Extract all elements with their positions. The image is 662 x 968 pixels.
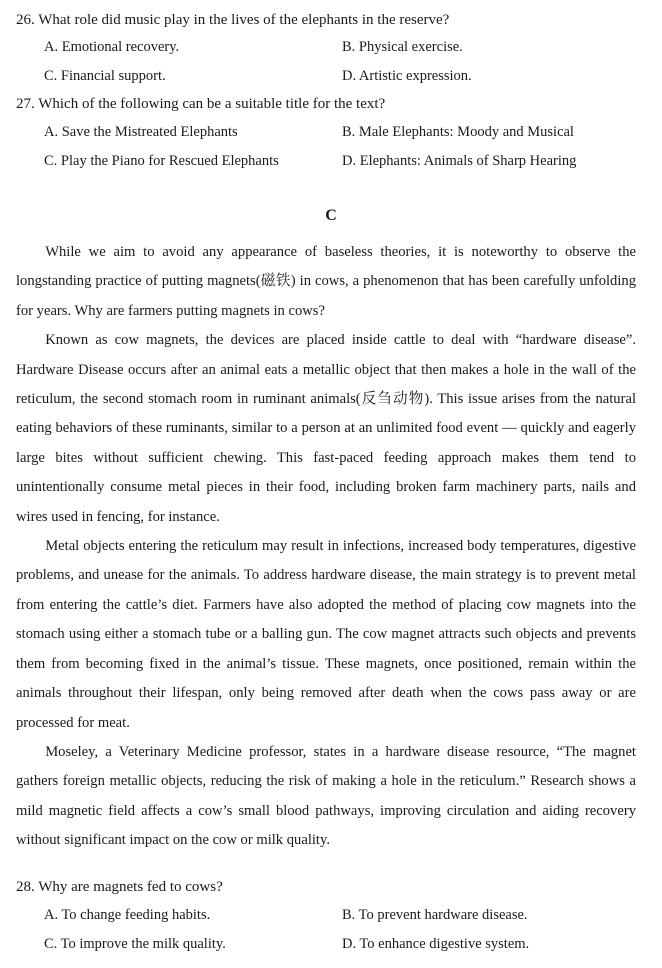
q26-option-a: A. Emotional recovery.: [44, 39, 180, 55]
passage-paragraph-1: While we aim to avoid any appearance of baseless theories, it is noteworthy to observe the longstanding practice of putting magnets(磁铁) in cows, a phenomenon that has been carefully unfolding for years. Why are farmers putting magnets in cows?: [16, 244, 636, 319]
section-heading: C: [325, 207, 337, 224]
q27-option-a: A. Save the Mistreated Elephants: [44, 124, 238, 140]
q27-option-d: D. Elephants: Animals of Sharp Hearing: [342, 153, 577, 169]
passage-paragraph-2: Known as cow magnets, the devices are placed inside cattle to deal with “hardware disease”. Hardware Disease occurs after an animal eats a metallic object that then makes a hole in the wall of the reticulum, the second stomach room in ruminant animals(反刍动物). This issue arises from the natural eating behaviors of these ruminants, similar to a person at an unlimited food event — quickly and eagerly large bites without sufficient chewing. This fast-paced feeding approach makes them tend to unintentionally consume metal pieces in their food, including broken farm machinery parts, nails and wires used in fencing, for instance.: [16, 332, 636, 525]
question-27: 27. Which of the following can be a suitable title for the text?: [16, 96, 386, 112]
q26-option-c: C. Financial support.: [44, 68, 166, 84]
q26-option-b: B. Physical exercise.: [342, 39, 463, 55]
reading-passage: [16, 238, 636, 856]
q28-option-b: B. To prevent hardware disease.: [342, 907, 528, 923]
passage-paragraph-3: Metal objects entering the reticulum may result in infections, increased body temperatures, digestive problems, and unease for the animals. To address hardware disease, the main strategy is to prevent metal from entering the cattle’s diet. Farmers have also adopted the method of placing cow magnets into the stomach using either a stomach tube or a balling gun. The cow magnet attracts such objects and prevents them from becoming fixed in the animal’s tissue. These magnets, once positioned, remain within the animals throughout their lifespan, only being removed after death when the cows pass away or are processed for meat.: [16, 538, 636, 731]
q28-option-d: D. To enhance digestive system.: [342, 936, 530, 952]
question-26: 26. What role did music play in the lives of the elephants in the reserve?: [16, 12, 450, 28]
q28-option-a: A. To change feeding habits.: [44, 907, 211, 923]
q27-option-c: C. Play the Piano for Rescued Elephants: [44, 153, 279, 169]
q28-option-c: C. To improve the milk quality.: [44, 936, 226, 952]
question-28: 28. Why are magnets fed to cows?: [16, 879, 223, 895]
passage-paragraph-4: Moseley, a Veterinary Medicine professor, states in a hardware disease resource, “The magnet gathers foreign metallic objects, reducing the risk of making a hole in the reticulum.” Research shows a mild magnetic field affects a cow’s small blood pathways, improving circulation and aiding recovery without significant impact on the cow or milk quality.: [16, 743, 636, 849]
q27-option-b: B. Male Elephants: Moody and Musical: [342, 124, 574, 140]
q26-option-d: D. Artistic expression.: [342, 68, 472, 84]
